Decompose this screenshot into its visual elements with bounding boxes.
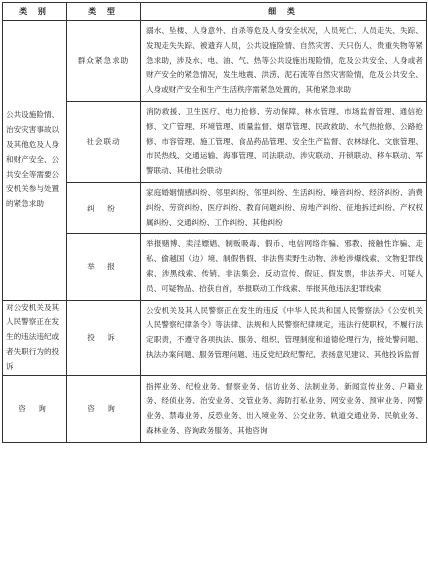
header-row	[3, 3, 427, 21]
detail-cell: 举报赌博、卖淫嫖娼、制贩吸毒、假币、电信网络诈骗、邪教、接触性诈骗、走私、偷越国（边）境、制假售假、非法售卖野生动物、涉枪涉爆线索、文物犯罪线索、涉黑线索、传销、非法集会、反动宣传、假证、假发票，非法养犬、可疑人员、可疑物品、拾获自首，举报联动工作线索、举报其他违法犯罪线索	[141, 234, 427, 300]
type-cell: 举 报	[67, 234, 141, 300]
header-category: 类 别	[3, 3, 67, 21]
table-row	[3, 182, 427, 233]
category-table	[2, 2, 427, 443]
table-row	[3, 21, 427, 102]
category-cell: 对公安机关及其人民警察正在发生的违法违纪或者失职行为的投诉	[3, 300, 67, 375]
type-cell: 社会联动	[67, 101, 141, 182]
category-cell: 公共设施险情、治安灾害事故以及其他危及人身和财产安全、公共安全等需要公安机关参与处置的紧急求助	[3, 21, 67, 301]
table-row	[3, 300, 427, 375]
type-cell: 咨 询	[67, 375, 141, 442]
category-cell: 咨 询	[3, 375, 67, 442]
header-type: 类 型	[67, 3, 141, 21]
type-cell: 群众紧急求助	[67, 21, 141, 102]
detail-cell: 指挥业务、纪检业务、督察业务、信访业务、法制业务、新闻宣传业务、户籍业务、经侦业务、治安业务、交管业务、海防打私业务、网安业务、预审业务、网警业务、禁毒业务、反恐业务、出入境业务、公交业务、轨道交通业务、民航业务、森林业务、咨询政务服务、其他咨询	[141, 375, 427, 442]
table-row	[3, 234, 427, 300]
table-row	[3, 375, 427, 442]
detail-cell: 消防救援、卫生医疗、电力抢修、劳动保障、林水管理、市场监督管理、通信抢修、文广管理、环境管理、质量监督、烟草管理、民政救助、水气热抢修、公路抢修、市容管理、施工管理、食品药品管理、安全生产监督、农林绿化、文旅管理、市民热线、交通运输、海事管理、司法联动、涉灾联动、开锁联动、移车联动、军警联动、其他社会联动	[141, 101, 427, 182]
detail-cell: 家庭婚姻情感纠纷、邻里纠纷、邻里纠纷、生活纠纷、噪音纠纷、经济纠纷、消费纠纷、劳资纠纷、医疗纠纷、教育问题纠纷、房地产纠纷、征地拆迁纠纷、产权权属纠纷、交通纠纷、工作纠纷、其他纠纷	[141, 182, 427, 233]
type-cell: 纠 纷	[67, 182, 141, 233]
header-detail: 细 类	[141, 3, 427, 21]
detail-cell: 溺水、坠楼、人身意外、自杀等危及人身安全状况，人员死亡、人员走失、失踪、发现走失失踪、被遗弃人员，公共设施险情、自然灾害、天只伤人、贵重失物等紧急求助，涉及水、电、油、气、热等公共设施出现险情，危及公共安全、人身或者财产安全的紧急情况，发生地震、洪涝、泥石流等自然灾害险情，危及公共安全、人身或财产安全和生产生活秩序需紧急处置的，其他紧急求助	[141, 21, 427, 102]
detail-cell: 公安机关及其人民警察正在发生的违反《中华人民共和国人民警察法》《公安机关人民警察纪律条令》等法律、法规和人民警察纪律规定，违法行使职权，不履行法定职责，不遵守各项执法、服务、组织、管理制度和道德伦理行为，接处警问题、执法办案问题、服务管理问题、违反党纪政纪警纪、表扬意见建议、其他投诉监督	[141, 300, 427, 375]
table-row	[3, 101, 427, 182]
type-cell: 投 诉	[67, 300, 141, 375]
